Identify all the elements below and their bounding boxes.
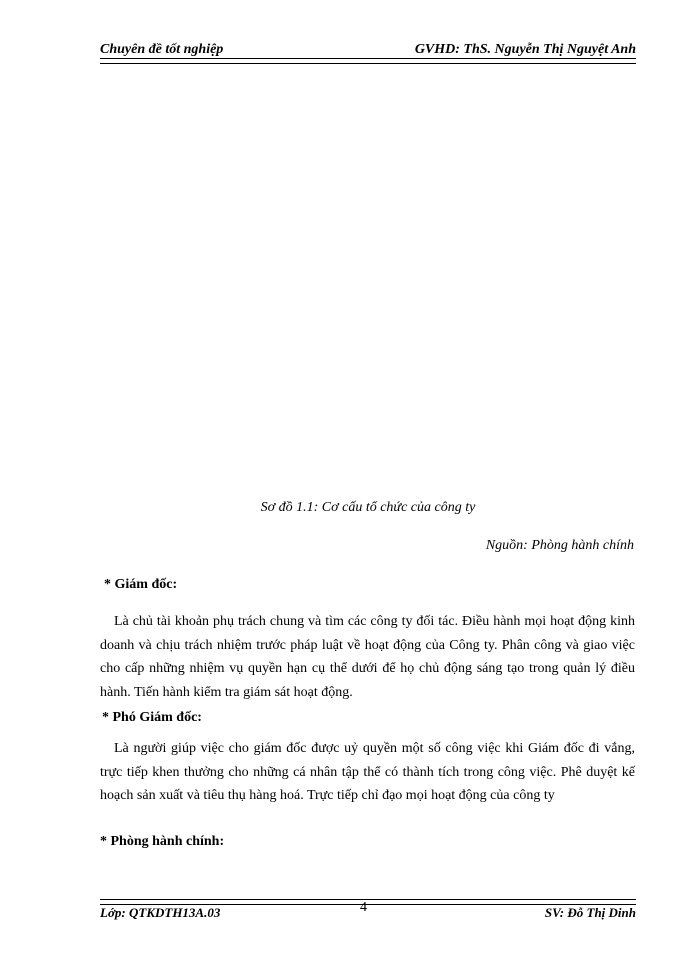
director-paragraph: Là chủ tài khoản phụ trách chung và tìm các công ty đối tác. Điều hành mọi hoạt động kinh doanh và chịu trách nhiệm trước pháp luật về hoạt động của Công ty. Phân công và giao việc cho cấp những nhiệm vụ quyền hạn cụ thể dưới để họ chủ động sáng tạo trong quản lý điều hành. Tiến hành kiểm tra giám sát hoạt động. bbox=[100, 614, 635, 700]
figure-source: Nguồn: Phòng hành chính bbox=[485, 538, 634, 553]
footer-class: Lớp: QTKDTH13A.03 bbox=[100, 905, 221, 920]
page-number: 4 bbox=[360, 900, 367, 915]
director-heading: * Giám đốc: bbox=[104, 577, 178, 592]
admin-office-heading: * Phòng hành chính: bbox=[100, 834, 225, 849]
footer-student: SV: Đỗ Thị Dinh bbox=[544, 905, 636, 920]
header-divider bbox=[100, 58, 636, 64]
header-supervisor: GVHD: ThS. Nguyễn Thị Nguyệt Anh bbox=[414, 42, 636, 57]
page-footer bbox=[100, 900, 636, 925]
figure-caption: Sơ đồ 1.1: Cơ cấu tổ chức của công ty bbox=[260, 500, 476, 515]
header-document-title: Chuyên đề tốt nghiệp bbox=[100, 42, 224, 57]
deputy-director-paragraph: Là người giúp việc cho giám đốc được uỷ quyền một số công việc khi Giám đốc đi vắng, trực tiếp khen thưởng cho những cá nhân tập thể có thành tích trong công việc. Phê duyệt kế hoạch sản xuất và tiêu thụ hàng hoá. Trực tiếp chỉ đạo mọi hoạt động của công ty bbox=[100, 741, 635, 803]
deputy-director-heading: * Phó Giám đốc: bbox=[102, 710, 202, 725]
page-header bbox=[100, 40, 636, 60]
